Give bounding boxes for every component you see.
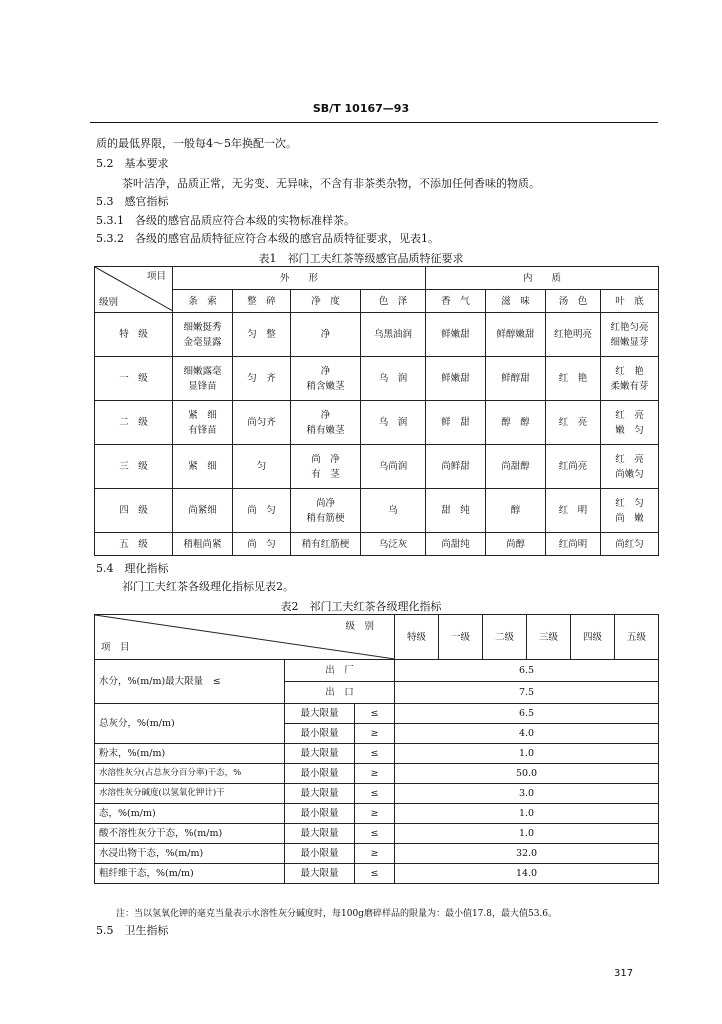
table-cell: 乌 润 (361, 357, 426, 401)
table-row (95, 533, 659, 556)
table-cell: 鲜醇嫩甜 (486, 313, 546, 357)
table-cell: 红艳匀亮 细嫩显芽 (601, 313, 659, 357)
table-cell: 细嫩挺秀 金毫显露 (173, 313, 233, 357)
column-header: 色 泽 (361, 290, 426, 313)
table-cell: 乌尚润 (361, 445, 426, 489)
grade-header: 二级 (483, 615, 527, 660)
op-cell: ≤ (355, 744, 395, 764)
op-cell: ≤ (355, 864, 395, 884)
table-cell: 红 艳 柔嫩有芽 (601, 357, 659, 401)
table1 (94, 266, 659, 556)
paragraph: 5.3.1 各级的感官品质应符合本级的实物标准样茶。 (96, 214, 355, 227)
table-cell: 红艳明亮 (546, 313, 601, 357)
table-cell: 红 匀 尚 嫩 (601, 489, 659, 533)
table-cell: 尚醇 (486, 533, 546, 556)
value-cell: 3.0 (395, 784, 659, 804)
grade-header: 三级 (527, 615, 571, 660)
corner-bottom-label: 项 目 (101, 642, 130, 653)
table-cell: 尚净 稍有筋梗 (291, 489, 361, 533)
value-cell: 4.0 (395, 724, 659, 744)
op-cell: ≥ (355, 844, 395, 864)
table-cell: 鲜 甜 (426, 401, 486, 445)
item-label: 水溶性灰分(占总灰分百分率)干态，% (95, 764, 285, 784)
grade-label: 三 级 (95, 445, 173, 489)
column-header: 净 度 (291, 290, 361, 313)
document-code: SB/T 10167—93 (312, 102, 410, 115)
table2 (94, 614, 659, 884)
op-cell: ≥ (355, 724, 395, 744)
item-label: 水浸出物干态，%(m/m) (95, 844, 285, 864)
item-label: 粗纤维干态，%(m/m) (95, 864, 285, 884)
grade-header: 五级 (615, 615, 659, 660)
table-cell: 红 亮 尚嫩匀 (601, 445, 659, 489)
paragraph: 祁门工夫红茶各级理化指标见表2。 (122, 580, 294, 593)
sub-label: 最小限量 (285, 804, 355, 824)
section-heading: 5.4 理化指标 (96, 562, 169, 575)
sub-label: 出 口 (285, 682, 395, 704)
table-cell: 鲜嫩甜 (426, 313, 486, 357)
sub-label: 最大限量 (285, 744, 355, 764)
table-row (95, 357, 659, 401)
sub-label: 最小限量 (285, 764, 355, 784)
table-cell: 红 亮 嫩 匀 (601, 401, 659, 445)
table-cell: 尚匀齐 (233, 401, 291, 445)
value-cell: 14.0 (395, 864, 659, 884)
table-cell: 净 (291, 313, 361, 357)
table-cell: 醇 醇 (486, 401, 546, 445)
table-cell: 红 艳 (546, 357, 601, 401)
value-cell: 6.5 (395, 704, 659, 724)
table-row (95, 313, 659, 357)
sub-label: 最大限量 (285, 704, 355, 724)
value-cell: 50.0 (395, 764, 659, 784)
page-number: 317 (614, 968, 634, 979)
corner-top-label: 项目 (146, 271, 166, 282)
group-inner: 内 质 (426, 267, 659, 290)
op-cell: ≤ (355, 824, 395, 844)
column-header: 条 索 (173, 290, 233, 313)
table-cell: 尚红匀 (601, 533, 659, 556)
op-cell: ≤ (355, 704, 395, 724)
table-cell: 匀 整 (233, 313, 291, 357)
table-cell: 净 稍有嫩茎 (291, 401, 361, 445)
value-cell: 1.0 (395, 824, 659, 844)
table-cell: 鲜醇甜 (486, 357, 546, 401)
section-heading: 5.5 卫生指标 (96, 924, 169, 937)
table-cell: 净 稍含嫩茎 (291, 357, 361, 401)
table-cell: 紧 细 (173, 445, 233, 489)
column-header: 滋 味 (486, 290, 546, 313)
table-cell: 尚甜纯 (426, 533, 486, 556)
column-header: 叶 底 (601, 290, 659, 313)
table-cell: 红尚明 (546, 533, 601, 556)
op-cell: ≥ (355, 764, 395, 784)
grade-header: 四级 (571, 615, 615, 660)
table-cell: 尚 匀 (233, 533, 291, 556)
column-header: 香 气 (426, 290, 486, 313)
column-header: 整 碎 (233, 290, 291, 313)
header-rule (90, 122, 658, 123)
grade-label: 一 级 (95, 357, 173, 401)
table-row (95, 489, 659, 533)
table-cell: 乌 (361, 489, 426, 533)
sub-label: 出 厂 (285, 660, 395, 682)
item-label: 粉末，%(m/m) (95, 744, 285, 764)
grade-label: 特 级 (95, 313, 173, 357)
table-cell: 匀 (233, 445, 291, 489)
column-header: 汤 色 (546, 290, 601, 313)
sub-label: 最大限量 (285, 864, 355, 884)
section-heading: 5.3 感官指标 (96, 195, 169, 208)
table-cell: 稍有红筋梗 (291, 533, 361, 556)
sub-label: 最大限量 (285, 784, 355, 804)
table2-corner (95, 615, 395, 660)
group-outer: 外 形 (173, 267, 426, 290)
item-label: 水溶性灰分碱度(以氢氧化钾计)干 (95, 784, 285, 804)
table-cell: 尚 匀 (233, 489, 291, 533)
value-cell: 7.5 (395, 682, 659, 704)
item-label: 酸不溶性灰分干态，%(m/m) (95, 824, 285, 844)
paragraph: 质的最低界限，一般每4～5年换配一次。 (96, 137, 297, 150)
table-cell: 细嫩露毫 显锋苗 (173, 357, 233, 401)
op-cell: ≤ (355, 784, 395, 804)
paragraph: 茶叶洁净，品质正常，无劣变、无异味，不含有非茶类杂物，不添加任何香味的物质。 (122, 177, 540, 190)
grade-label: 五 级 (95, 533, 173, 556)
value-cell: 1.0 (395, 744, 659, 764)
table-cell: 醇 (486, 489, 546, 533)
sub-label: 最小限量 (285, 844, 355, 864)
table-cell: 稍粗尚紧 (173, 533, 233, 556)
grade-label: 二 级 (95, 401, 173, 445)
value-cell: 6.5 (395, 660, 659, 682)
table-cell: 甜 纯 (426, 489, 486, 533)
value-cell: 32.0 (395, 844, 659, 864)
sub-label: 最小限量 (285, 724, 355, 744)
section-heading: 5.2 基本要求 (96, 157, 169, 170)
table-cell: 红 明 (546, 489, 601, 533)
grade-header: 特级 (395, 615, 439, 660)
table-cell: 鲜嫩甜 (426, 357, 486, 401)
table-cell: 红尚亮 (546, 445, 601, 489)
table-cell: 紧 细 有锋苗 (173, 401, 233, 445)
op-cell: ≥ (355, 804, 395, 824)
paragraph: 5.3.2 各级的感官品质特征应符合本级的感官品质特征要求，见表1。 (96, 232, 439, 245)
corner-bottom-label: 级别 (99, 297, 119, 308)
value-cell: 1.0 (395, 804, 659, 824)
table1-caption: 表1 祁门工夫红茶等级感官品质特征要求 (258, 252, 464, 265)
grade-header: 一级 (439, 615, 483, 660)
corner-top-label: 级 别 (345, 621, 375, 632)
table-cell: 乌 润 (361, 401, 426, 445)
item-label: 总灰分，%(m/m) (95, 704, 285, 744)
item-label: 水分，%(m/m)最大限量 ≤ (95, 660, 285, 704)
item-label: 态，%(m/m) (95, 804, 285, 824)
table-cell: 乌黑油润 (361, 313, 426, 357)
table-cell: 尚紧细 (173, 489, 233, 533)
grade-label: 四 级 (95, 489, 173, 533)
table-cell: 尚鲜甜 (426, 445, 486, 489)
table-cell: 匀 齐 (233, 357, 291, 401)
sub-label: 最大限量 (285, 824, 355, 844)
table2-caption: 表2 祁门工夫红茶各级理化指标 (280, 600, 442, 613)
table-cell: 红 亮 (546, 401, 601, 445)
table-cell: 乌泛灰 (361, 533, 426, 556)
table2-note: 注：当以氢氧化钾的毫克当量表示水溶性灰分碱度时，每100g磨碎样品的限量为：最小值17.8，最大值53.6。 (116, 909, 558, 919)
table-row (95, 401, 659, 445)
table-cell: 尚甜醇 (486, 445, 546, 489)
table-row (95, 445, 659, 489)
table1-corner (95, 267, 173, 313)
table-cell: 尚 净 有 茎 (291, 445, 361, 489)
